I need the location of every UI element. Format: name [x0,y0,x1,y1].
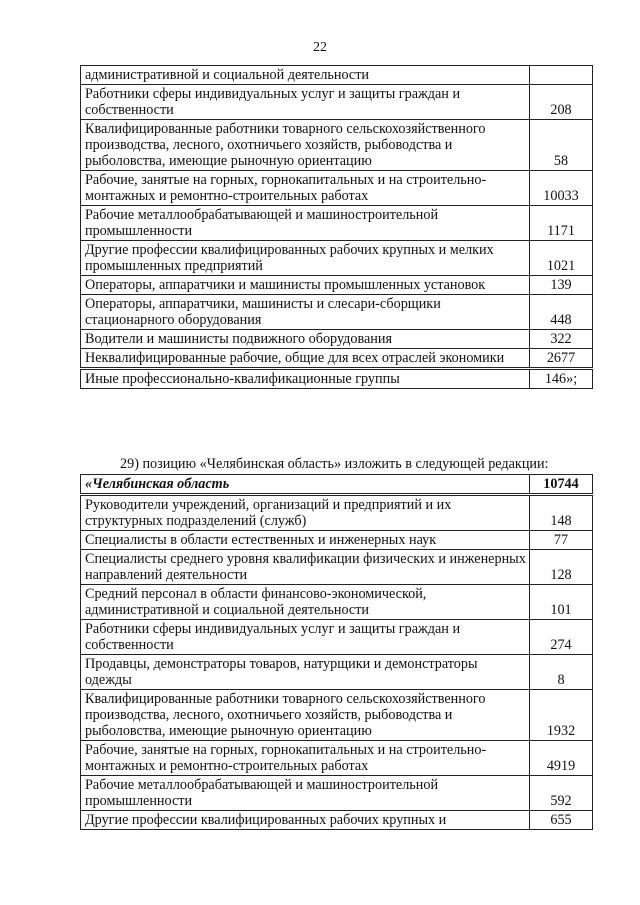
table-row [81,349,593,369]
occupation-group-label: Неквалифицированные рабочие, общие для всех отраслей экономики [81,349,530,369]
occupation-group-value: 58 [530,120,593,171]
occupation-group-label: Рабочие, занятые на горных, горнокапитальных и на строительно-монтажных и ремонтно-строительных работах [81,171,530,206]
occupation-group-label: Работники сферы индивидуальных услуг и защиты граждан и собственности [81,85,530,120]
table-row [81,66,593,85]
occupation-group-value: 322 [530,330,593,349]
amendment-instruction: 29) позицию «Челябинская область» изложить в следующей редакции: [120,456,549,472]
table-row [81,690,593,741]
occupation-group-value: 10033 [530,171,593,206]
occupation-group-value: 592 [530,776,593,811]
table-row [81,241,593,276]
occupation-group-label: Другие профессии квалифицированных рабочих крупных и мелких промышленных предприятий [81,241,530,276]
region-header-row [81,475,593,495]
table-row [81,585,593,620]
occupation-group-value: 148 [530,495,593,531]
table-row [81,369,593,389]
occupation-group-value: 655 [530,811,593,830]
occupation-group-label: Рабочие металлообрабатывающей и машиностроительной промышленности [81,206,530,241]
occupation-group-value: 77 [530,531,593,550]
occupation-group-label: Водители и машинисты подвижного оборудования [81,330,530,349]
table-row [81,655,593,690]
occupation-group-label: Операторы, аппаратчики, машинисты и слесари-сборщики стационарного оборудования [81,295,530,330]
occupation-group-value: 1171 [530,206,593,241]
occupation-group-value: 146»; [530,369,593,389]
table-row [81,550,593,585]
table-row [81,295,593,330]
occupation-group-value: 1932 [530,690,593,741]
occupation-group-label: Другие профессии квалифицированных рабочих крупных и [81,811,530,830]
occupation-group-value: 139 [530,276,593,295]
region-total: 10744 [530,475,593,495]
table-row [81,531,593,550]
table-row [81,811,593,830]
table-row [81,620,593,655]
table-row [81,330,593,349]
occupation-group-label: Руководители учреждений, организаций и предприятий и их структурных подразделений (служб) [81,495,530,531]
table-row [81,171,593,206]
table-row [81,120,593,171]
occupation-group-value: 128 [530,550,593,585]
occupation-group-label: Квалифицированные работники товарного сельскохозяйственного производства, лесного, охотничьего хозяйств, рыбоводства и рыболовства, имеющие рыночную ориентацию [81,690,530,741]
table-row [81,276,593,295]
table-row [81,495,593,531]
occupation-group-label: Квалифицированные работники товарного сельскохозяйственного производства, лесного, охотничьего хозяйств, рыбоводства и рыболовства, имеющие рыночную ориентацию [81,120,530,171]
occupation-group-label: административной и социальной деятельности [81,66,530,85]
table-row [81,741,593,776]
occupation-group-value: 1021 [530,241,593,276]
occupation-group-label: Специалисты среднего уровня квалификации физических и инженерных направлений деятельности [81,550,530,585]
occupation-group-value: 101 [530,585,593,620]
occupation-group-value: 208 [530,85,593,120]
table-row [81,85,593,120]
region-name: «Челябинская область [81,475,530,495]
occupation-group-label: Специалисты в области естественных и инженерных наук [81,531,530,550]
occupation-group-label: Средний персонал в области финансово-экономической, административной и социальной деятельности [81,585,530,620]
table-row [81,776,593,811]
occupation-group-value: 274 [530,620,593,655]
table-row [81,206,593,241]
occupation-group-value: 2677 [530,349,593,369]
occupation-group-label: Операторы, аппаратчики и машинисты промышленных установок [81,276,530,295]
occupation-group-label: Работники сферы индивидуальных услуг и защиты граждан и собственности [81,620,530,655]
occupation-group-value: 4919 [530,741,593,776]
occupation-group-value [530,66,593,85]
chelyabinsk-region-table [80,474,593,830]
occupation-group-label: Продавцы, демонстраторы товаров, натурщики и демонстраторы одежды [81,655,530,690]
page-number: 22 [313,40,327,55]
occupation-table-continued [80,65,593,389]
occupation-group-label: Рабочие, занятые на горных, горнокапитальных и на строительно-монтажных и ремонтно-строительных работах [81,741,530,776]
occupation-group-label: Рабочие металлообрабатывающей и машиностроительной промышленности [81,776,530,811]
occupation-group-value: 8 [530,655,593,690]
occupation-group-label: Иные профессионально-квалификационные группы [81,369,530,389]
occupation-group-value: 448 [530,295,593,330]
